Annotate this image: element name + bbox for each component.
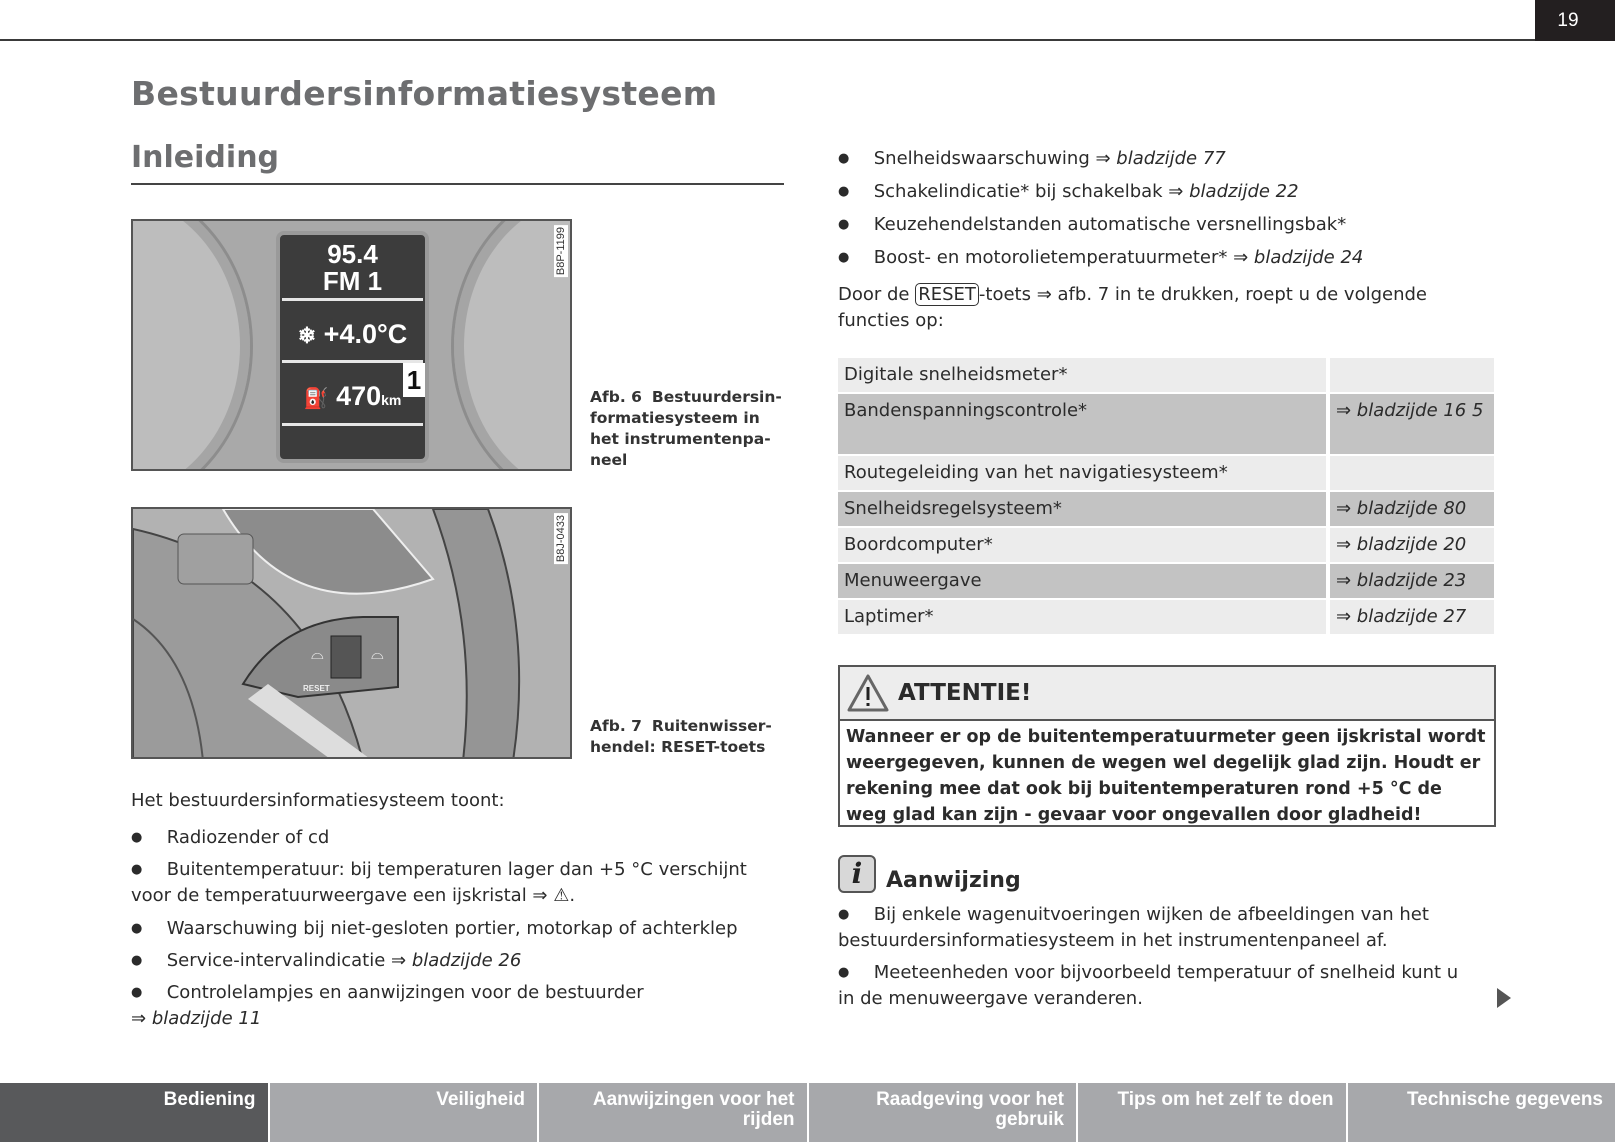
list-item: ● Waarschuwing bij niet-gesloten portier, motorkap of achterklep bbox=[131, 916, 738, 942]
display-divider bbox=[282, 298, 423, 301]
footer-tab-raadgeving[interactable]: Raadgeving voor het gebruik bbox=[807, 1083, 1077, 1142]
function-name: Digitale snelheidsmeter* bbox=[838, 358, 1328, 393]
display-divider bbox=[282, 360, 423, 363]
figure-instrument-panel bbox=[131, 219, 572, 471]
table-row bbox=[838, 393, 1494, 455]
figure-6-caption: Afb. 6 Bestuurdersin- formatiesysteem in het instrumentenpa- neel bbox=[590, 388, 782, 469]
chapter-title: Bestuurdersinformatiesysteem bbox=[131, 74, 718, 113]
radio-station bbox=[280, 241, 425, 295]
table-row bbox=[838, 599, 1494, 635]
list-item: ● Meeteenheden voor bijvoorbeeld temperatuur of snelheid kunt u in de menuweergave veranderen. bbox=[838, 960, 1498, 1012]
function-page[interactable]: ⇒ bladzijde 16 5 bbox=[1328, 393, 1494, 455]
list-item: ● Radiozender of cd bbox=[131, 825, 329, 851]
figure-callout: 1 bbox=[403, 363, 425, 397]
intro-text: Het bestuurdersinformatiesysteem toont: bbox=[131, 790, 505, 811]
page-reference-link[interactable]: bladzijde 22 bbox=[1189, 181, 1299, 202]
footer-tab-bediening[interactable]: Bediening bbox=[0, 1083, 268, 1142]
washer-icon: ⌓ bbox=[371, 644, 384, 663]
wiper-lever-illustration bbox=[133, 509, 572, 759]
function-page[interactable]: ⇒ bladzijde 80 bbox=[1328, 491, 1494, 527]
function-page[interactable]: ⇒ bladzijde 20 bbox=[1328, 527, 1494, 563]
wiper-icon: ⌓ bbox=[311, 644, 324, 663]
function-name: Menuweergave bbox=[838, 563, 1328, 599]
radio-frequency: 95.4 bbox=[327, 239, 378, 269]
warning-text: Wanneer er op de buitentemperatuurmeter geen ijskristal wordt weergegeven, kunnen de wegen wel degelijk glad zijn. Houdt er rekening mee dat ook bij buitentemperaturen rond +5 °C de weg glad kan zijn - gevaar voor ongevallen door gladheid! bbox=[846, 727, 1486, 825]
function-name: Bandenspanningscontrole* bbox=[838, 393, 1328, 455]
warning-header bbox=[840, 667, 1494, 721]
reset-instruction: Door de RESET -toets ⇒ afb. 7 in te drukken, roept u de volgende functies op: bbox=[838, 284, 1428, 331]
footer-tab-technische-gegevens[interactable]: Technische gegevens bbox=[1346, 1083, 1615, 1142]
display-divider bbox=[282, 423, 423, 426]
header-rule bbox=[0, 39, 1535, 41]
function-name: Routegeleiding van het navigatiesysteem* bbox=[838, 455, 1328, 491]
page-reference-link[interactable]: bladzijde 11 bbox=[151, 1008, 262, 1029]
footer-tab-tips[interactable]: Tips om het zelf te doen bbox=[1076, 1083, 1346, 1142]
warning-triangle-icon bbox=[846, 673, 890, 713]
table-row bbox=[838, 563, 1494, 599]
warning-box bbox=[838, 665, 1496, 827]
function-page[interactable]: ⇒ bladzijde 23 bbox=[1328, 563, 1494, 599]
function-page[interactable]: ⇒ bladzijde 27 bbox=[1328, 599, 1494, 635]
figure-wiper-lever bbox=[131, 507, 572, 759]
section-rule bbox=[131, 183, 784, 185]
list-item: ● Controlelampjes en aanwijzingen voor de bestuurder ⇒ bladzijde 11 bbox=[131, 980, 781, 1032]
table-row bbox=[838, 491, 1494, 527]
section-title: Inleiding bbox=[131, 140, 280, 175]
page-reference-link[interactable]: bladzijde 26 bbox=[411, 950, 522, 971]
table-row bbox=[838, 358, 1494, 393]
list-item: ● Buitentemperatuur: bij temperaturen lager dan +5 °C verschijnt voor de temperatuurweergave een ijskristal ⇒ ⚠. bbox=[131, 857, 781, 909]
function-name: Boordcomputer* bbox=[838, 527, 1328, 563]
reset-key-label: RESET bbox=[915, 283, 979, 306]
footer-navigation bbox=[0, 1083, 1615, 1142]
warning-title: ATTENTIE! bbox=[898, 680, 1032, 706]
list-item: ● Snelheidswaarschuwing ⇒ bladzijde 77 bbox=[838, 146, 1226, 172]
figure-code: B8J-0433 bbox=[555, 515, 567, 563]
left-gauge bbox=[131, 219, 253, 471]
list-item: ● Bij enkele wagenuitvoeringen wijken de afbeeldingen van het bestuurdersinformatiesysteem in het instrumentenpaneel af. bbox=[838, 902, 1498, 954]
footer-tab-veiligheid[interactable]: Veiligheid bbox=[268, 1083, 538, 1142]
page-number: 19 bbox=[1535, 0, 1615, 41]
fuel-pump-icon: ⛽ bbox=[303, 388, 329, 410]
function-name: Snelheidsregelsysteem* bbox=[838, 491, 1328, 527]
function-page bbox=[1328, 455, 1494, 491]
list-item: ● Schakelindicatie* bij schakelbak ⇒ bladzijde 22 bbox=[838, 179, 1299, 205]
figure-7-caption: Afb. 7 Ruitenwisser- hendel: RESET-toets bbox=[590, 717, 772, 756]
list-item: ● Keuzehendelstanden automatische versnellingsbak* bbox=[838, 212, 1346, 238]
table-row bbox=[838, 455, 1494, 491]
fuel-range: ⛽ 470km bbox=[303, 381, 402, 411]
outside-temperature: ❄ +4.0°C bbox=[297, 319, 408, 349]
continue-arrow-icon[interactable] bbox=[1497, 988, 1511, 1008]
functions-table bbox=[838, 358, 1494, 636]
footer-tab-aanwijzingen[interactable]: Aanwijzingen voor het rijden bbox=[537, 1083, 807, 1142]
svg-text:RESET: RESET bbox=[303, 684, 330, 693]
snowflake-icon: ❄ bbox=[297, 323, 317, 348]
figure-code: B8P-1199 bbox=[555, 227, 567, 276]
info-icon: i bbox=[838, 855, 876, 893]
table-row bbox=[838, 527, 1494, 563]
page-reference-link[interactable]: bladzijde 77 bbox=[1116, 148, 1226, 169]
function-page bbox=[1328, 358, 1494, 393]
list-item: ● Boost- en motorolietemperatuurmeter* ⇒ bladzijde 24 bbox=[838, 245, 1363, 271]
note-title: Aanwijzing bbox=[886, 868, 1021, 893]
note-header bbox=[838, 855, 1021, 893]
function-name: Laptimer* bbox=[838, 599, 1328, 635]
warning-triangle-icon[interactable]: ⚠ bbox=[553, 885, 570, 906]
driver-info-display bbox=[276, 231, 429, 463]
list-item: ● Service-intervalindicatie ⇒ bladzijde 26 bbox=[131, 948, 521, 974]
radio-band: FM 1 bbox=[322, 266, 383, 296]
page-reference-link[interactable]: bladzijde 24 bbox=[1253, 247, 1364, 268]
